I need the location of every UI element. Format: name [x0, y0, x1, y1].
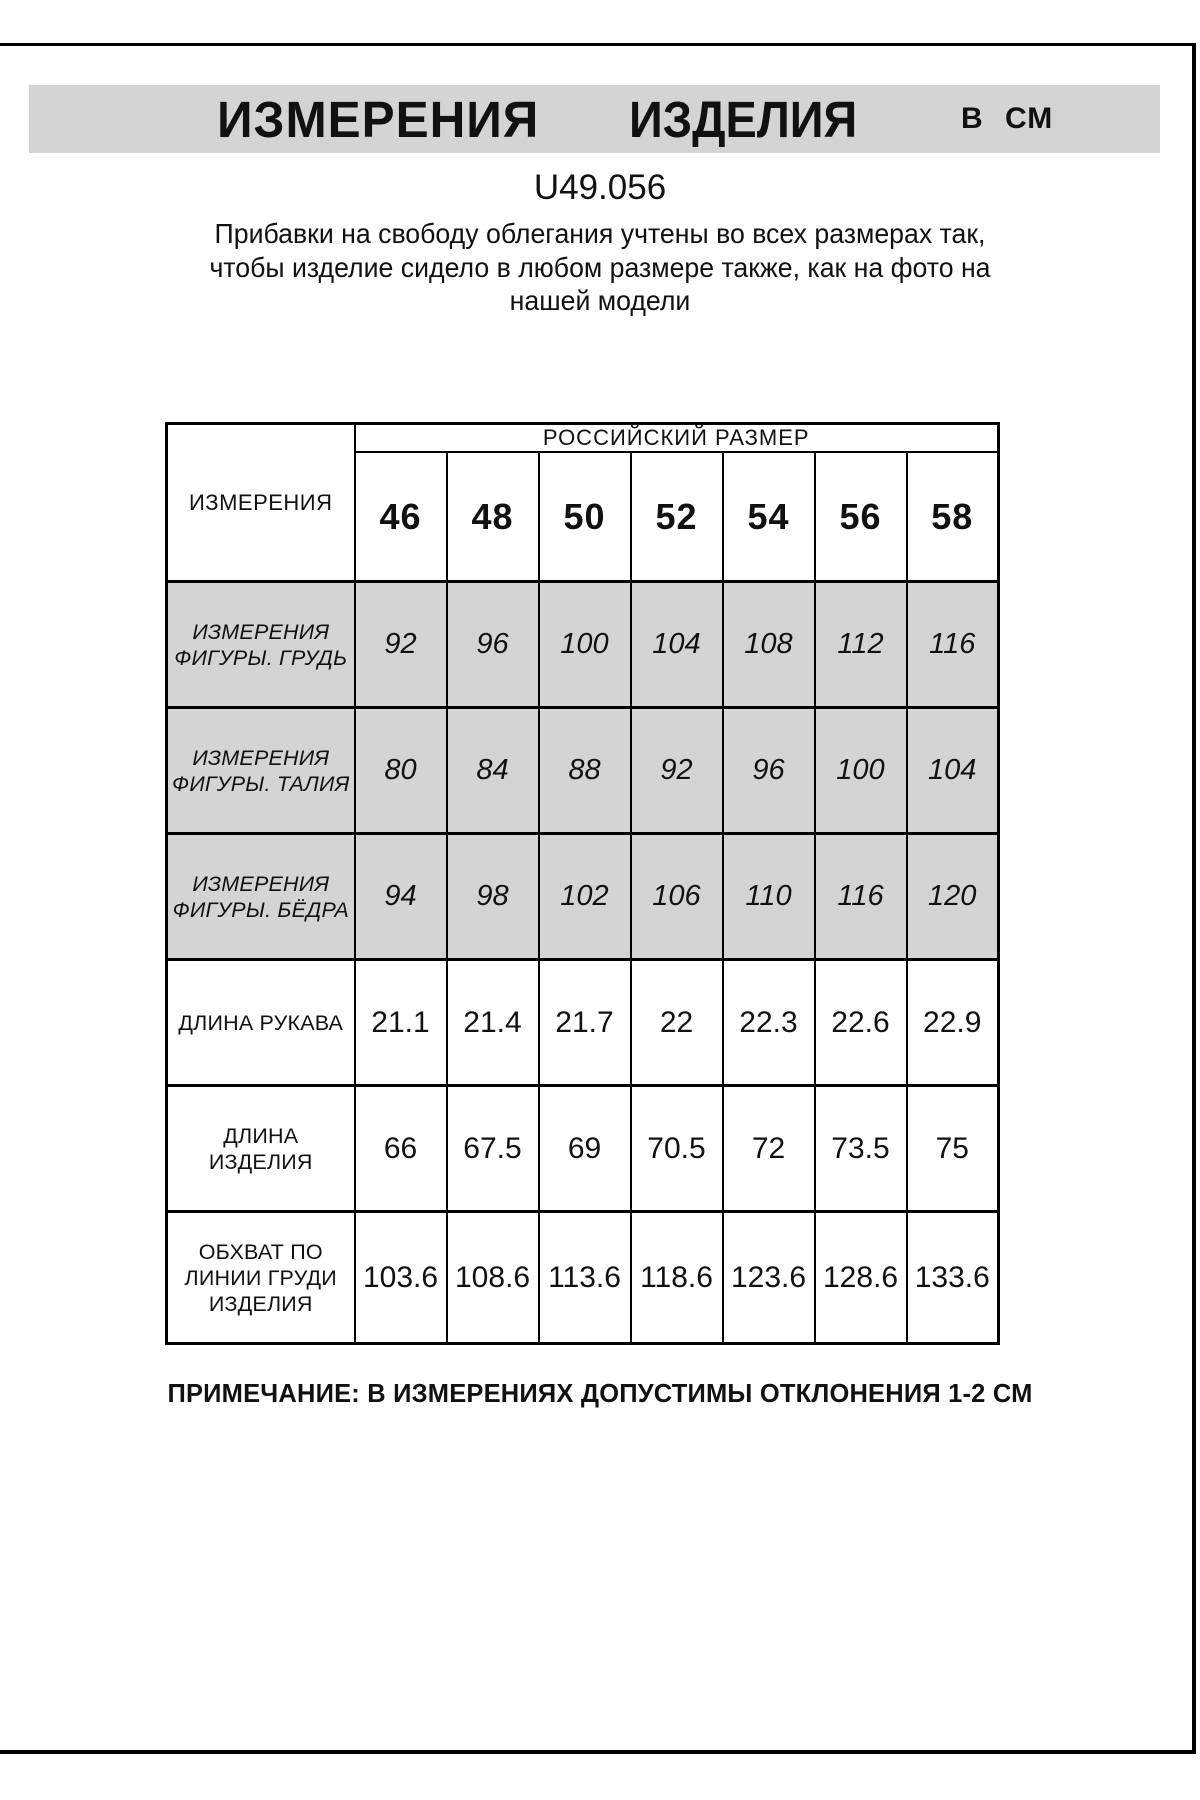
size-col-header: 56 [815, 452, 907, 582]
value-cell: 22.9 [907, 960, 999, 1086]
table-row-hips [167, 834, 999, 960]
value-cell: 102 [539, 834, 631, 960]
value-cell: 116 [907, 582, 999, 708]
corner-header-cell: ИЗМЕРЕНИЯ [167, 424, 355, 582]
value-cell: 108 [723, 582, 815, 708]
value-cell: 110 [723, 834, 815, 960]
value-cell: 73.5 [815, 1086, 907, 1212]
value-cell: 66 [355, 1086, 447, 1212]
value-cell: 123.6 [723, 1212, 815, 1344]
size-col-header: 52 [631, 452, 723, 582]
value-cell: 104 [907, 708, 999, 834]
value-cell: 92 [355, 582, 447, 708]
value-cell: 96 [447, 582, 539, 708]
value-cell: 22.6 [815, 960, 907, 1086]
value-cell: 70.5 [631, 1086, 723, 1212]
value-cell: 21.1 [355, 960, 447, 1086]
row-label: ИЗМЕРЕНИЯ ФИГУРЫ. ГРУДЬ [167, 582, 355, 708]
table-row-chest-girth [167, 1212, 999, 1344]
value-cell: 118.6 [631, 1212, 723, 1344]
value-cell: 100 [539, 582, 631, 708]
intro-line-2: чтобы изделие сидело в любом размере также, как на фото на [209, 251, 991, 283]
value-cell: 72 [723, 1086, 815, 1212]
value-cell: 104 [631, 582, 723, 708]
value-cell: 22.3 [723, 960, 815, 1086]
value-cell: 75 [907, 1086, 999, 1212]
value-cell: 88 [539, 708, 631, 834]
value-cell: 67.5 [447, 1086, 539, 1212]
value-cell: 96 [723, 708, 815, 834]
value-cell: 106 [631, 834, 723, 960]
value-cell: 21.4 [447, 960, 539, 1086]
row-label: ОБХВАТ ПО ЛИНИИ ГРУДИ ИЗДЕЛИЯ [167, 1212, 355, 1344]
intro-line-3: нашей модели [509, 285, 691, 316]
size-col-header: 48 [447, 452, 539, 582]
value-cell: 92 [631, 708, 723, 834]
value-cell: 21.7 [539, 960, 631, 1086]
value-cell: 120 [907, 834, 999, 960]
value-cell: 103.6 [355, 1212, 447, 1344]
value-cell: 69 [539, 1086, 631, 1212]
table-row-garment-length [167, 1086, 999, 1212]
product-code: U49.056 [533, 168, 667, 207]
value-cell: 80 [355, 708, 447, 834]
value-cell: 133.6 [907, 1212, 999, 1344]
row-label: ДЛИНА ИЗДЕЛИЯ [167, 1086, 355, 1212]
value-cell: 112 [815, 582, 907, 708]
value-cell: 113.6 [539, 1212, 631, 1344]
intro-paragraph [18, 217, 1182, 318]
size-col-header: 54 [723, 452, 815, 582]
value-cell: 22 [631, 960, 723, 1086]
value-cell: 94 [355, 834, 447, 960]
table-row-waist [167, 708, 999, 834]
size-col-header: 50 [539, 452, 631, 582]
table-row-chest [167, 582, 999, 708]
title-word-izdeliya: ИЗДЕЛИЯ [629, 90, 858, 148]
title-units: В СМ [961, 102, 1054, 135]
value-cell: 98 [447, 834, 539, 960]
tolerance-note: ПРИМЕЧАНИЕ: В ИЗМЕРЕНИЯХ ДОПУСТИМЫ ОТКЛОНЕНИЯ 1-2 СМ [167, 1378, 1033, 1408]
measurements-table [165, 422, 1000, 1345]
value-cell: 128.6 [815, 1212, 907, 1344]
value-cell: 100 [815, 708, 907, 834]
row-label: ДЛИНА РУКАВА [167, 960, 355, 1086]
intro-line-1: Прибавки на свободу облегания учтены во всех размерах так, [214, 218, 986, 249]
group-header-cell: РОССИЙСКИЙ РАЗМЕР [355, 424, 999, 453]
group-header-row [167, 424, 999, 453]
value-cell: 116 [815, 834, 907, 960]
value-cell: 84 [447, 708, 539, 834]
title-banner [29, 85, 1160, 153]
row-label: ИЗМЕРЕНИЯ ФИГУРЫ. ТАЛИЯ [167, 708, 355, 834]
title-word-izmereniya: ИЗМЕРЕНИЯ [217, 90, 540, 148]
row-label: ИЗМЕРЕНИЯ ФИГУРЫ. БЁДРА [167, 834, 355, 960]
size-col-header: 46 [355, 452, 447, 582]
size-col-header: 58 [907, 452, 999, 582]
value-cell: 108.6 [447, 1212, 539, 1344]
table-row-sleeve-length [167, 960, 999, 1086]
